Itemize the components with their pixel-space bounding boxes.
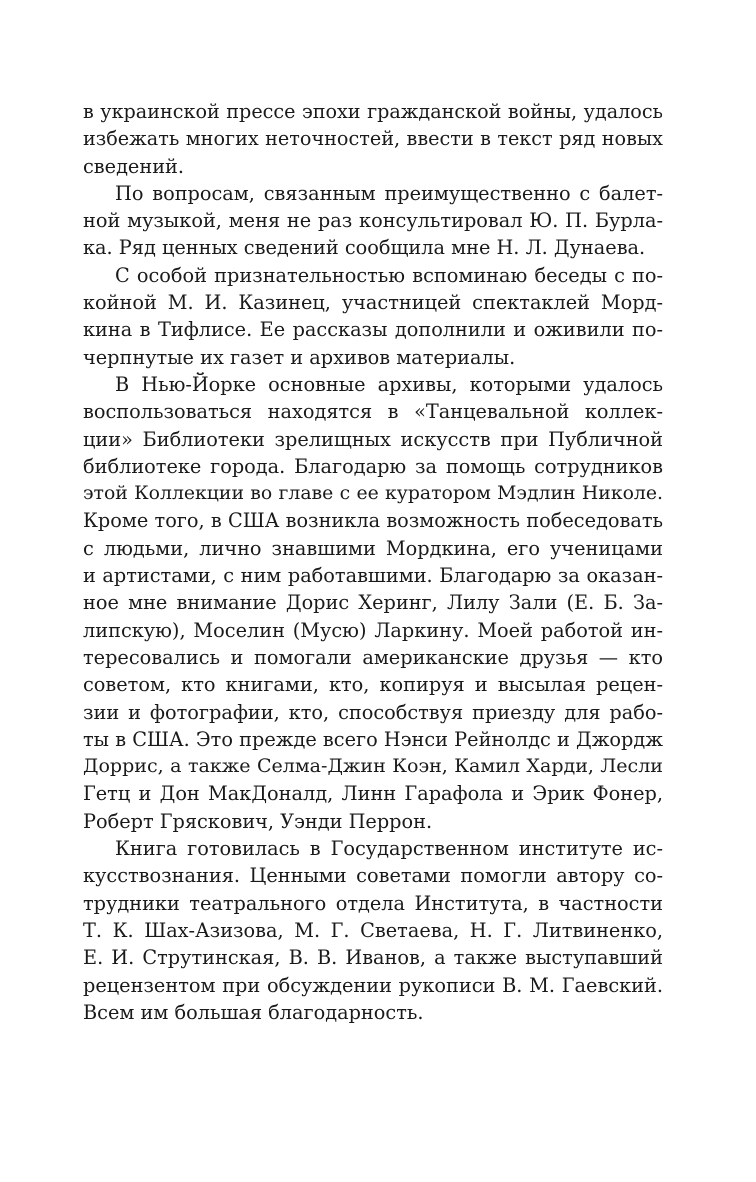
text-line: с людьми, лично знавшими Мордкина, его ученицами bbox=[83, 536, 663, 560]
text-line: Роберт Гряскович, Уэнди Перрон. bbox=[83, 809, 433, 833]
page-body bbox=[83, 98, 663, 1026]
text-line: тересовались и помогали американские друзья — кто bbox=[83, 645, 663, 669]
text-line: ка. Ряд ценных сведений сообщила мне Н. Л. Дунаева. bbox=[83, 236, 646, 260]
paragraph-first-line: Книга готовилась в Государственном институте ис- bbox=[115, 837, 663, 861]
text-line: кусствознания. Ценными советами помогли автору со- bbox=[83, 864, 663, 888]
text-line: сведений. bbox=[83, 154, 185, 178]
text-line: ты в США. Это прежде всего Нэнси Рейнолдс и Джордж bbox=[83, 727, 663, 751]
text-line: советом, кто книгами, кто, копируя и высылая рецен- bbox=[83, 673, 663, 697]
text-line: черпнутые их газет и архивов материалы. bbox=[83, 345, 516, 369]
text-line: Гетц и Дон МакДоналд, Линн Гарафола и Эрик Фонер, bbox=[83, 782, 663, 806]
text-line: Всем им большая благодарность. bbox=[83, 1000, 424, 1024]
text-line: воспользоваться находятся в «Танцевальной коллек- bbox=[83, 400, 663, 424]
text-line: избежать многих неточностей, ввести в текст ряд новых bbox=[83, 127, 663, 151]
text-line: Т. К. Шах-Азизова, М. Г. Светаева, Н. Г. Литвиненко, bbox=[83, 918, 663, 942]
text-line: Е. И. Струтинская, В. В. Иванов, а также выступавший bbox=[83, 946, 663, 970]
text-line: Доррис, а также Селма-Джин Коэн, Камил Харди, Лесли bbox=[83, 755, 663, 778]
text-line: ной музыкой, меня не раз консультировал Ю. П. Бурла- bbox=[83, 209, 663, 233]
text-line: ное мне внимание Дорис Херинг, Лилу Зали (Е. Б. За- bbox=[83, 591, 663, 615]
text-line: рецензентом при обсуждении рукописи В. М. Гаевский. bbox=[83, 973, 663, 997]
text-line: в украинской прессе эпохи гражданской войны, удалось bbox=[83, 100, 663, 123]
text-line: кина в Тифлисе. Ее рассказы дополнили и оживили по- bbox=[83, 318, 663, 342]
paragraph-first-line: В Нью-Йорке основные архивы, которыми удалось bbox=[115, 372, 663, 396]
paragraph-first-line: По вопросам, связанным преимущественно с балет- bbox=[115, 181, 663, 205]
paragraph-first-line: С особой признательностью вспоминаю беседы с по- bbox=[115, 263, 663, 287]
text-line: библиотеке города. Благодарю за помощь сотрудников bbox=[83, 454, 663, 478]
text-line: Кроме того, в США возникла возможность побеседовать bbox=[83, 509, 663, 533]
text-line: и артистами, с ним работавшими. Благодарю за оказан- bbox=[83, 564, 663, 588]
text-line: трудники театрального отдела Института, в частности bbox=[83, 891, 663, 915]
text-line: койной М. И. Казинец, участницей спектаклей Морд- bbox=[83, 291, 663, 315]
text-line: этой Коллекции во главе с ее куратором Мэдлин Николе. bbox=[83, 483, 663, 505]
text-line: ции» Библиотеки зрелищных искусств при Публичной bbox=[83, 427, 663, 451]
text-line: липскую), Моселин (Мусю) Ларкину. Моей работой ин- bbox=[83, 618, 663, 642]
text-line: зии и фотографии, кто, способствуя приезду для рабо- bbox=[83, 700, 663, 724]
